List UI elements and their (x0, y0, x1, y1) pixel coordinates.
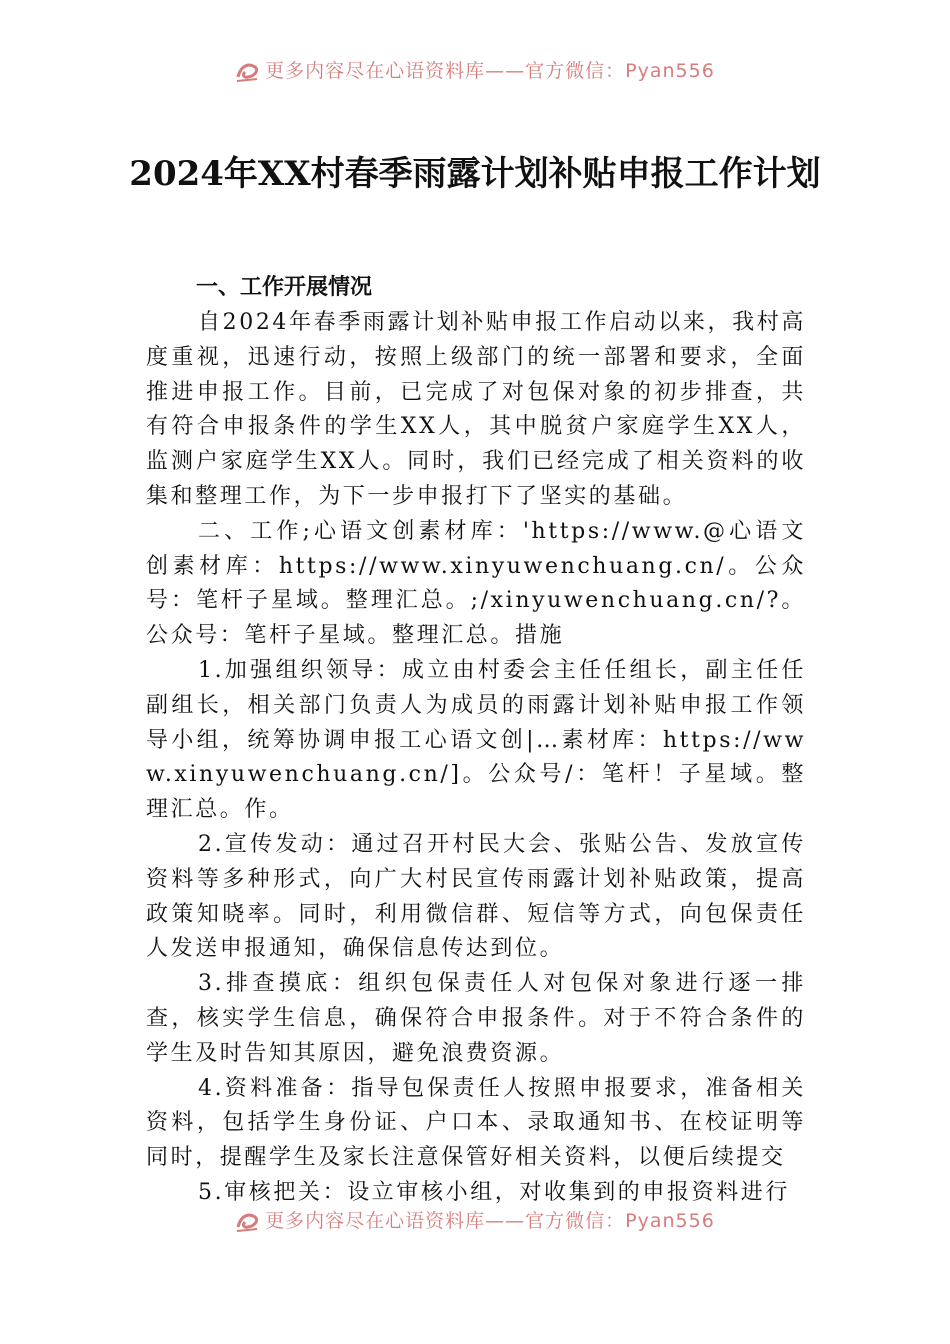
watermark-text: 更多内容尽在心语资料库——官方微信：Pyan556 (265, 1210, 715, 1232)
watermark-text: 更多内容尽在心语资料库——官方微信：Pyan556 (265, 60, 715, 82)
paragraph: 3.排查摸底：组织包保责任人对包保对象进行逐一排查，核实学生信息，确保符合申报条件。对于不符合条件的学生及时告知其原因，避免浪费资源。 (146, 971, 806, 1066)
paragraph: 5.审核把关：设立审核小组，对收集到的申报资料进行 (198, 1179, 790, 1205)
watermark-banner-bottom (0, 1208, 950, 1234)
paragraph: 4.资料准备：指导包保责任人按照申报要求，准备相关资料，包括学生身份证、户口本、录取通知书、在校证明等同时，提醒学生及家长注意保管好相关资料，以便后续提交 (146, 1075, 806, 1171)
paragraph: 1.加强组织领导：成立由村委会主任任组长，副主任任副组长，相关部门负责人为成员的雨露计划补贴申报工作领导小组，统筹协调申报工心语文创|…素材库：https://www.xinyuwenchuang.cn/]。公众号/：笔杆！子星域。整理汇总。作。 (146, 657, 806, 823)
logo-icon (235, 61, 261, 83)
paragraph: 2.宣传发动：通过召开村民大会、张贴公告、发放宣传资料等多种形式，向广大村民宣传雨露计划补贴政策，提高政策知晓率。同时，利用微信群、短信等方式，向包保责任人发送申报通知，确保信息传达到位。 (146, 831, 806, 962)
document-body (146, 270, 806, 1211)
paragraph: 自2024年春季雨露计划补贴申报工作启动以来，我村高度重视，迅速行动，按照上级部门的统一部署和要求，全面推进申报工作。目前，已完成了对包保对象的初步排查，共有符合申报条件的学生XX人，其中脱贫户家庭学生XX人，监测户家庭学生XX人。同时，我们已经完成了相关资料的收集和整理工作，为下一步申报打下了坚实的基础。 (146, 310, 806, 509)
watermark-banner-top (0, 58, 950, 84)
document-title: 2024年XX村春季雨露计划补贴申报工作计划 (129, 154, 821, 194)
section-heading: 一、工作开展情况 (196, 275, 373, 300)
logo-icon (235, 1211, 261, 1233)
paragraph: 二、工作;心语文创素材库：'https://www.@心语文创素材库：https://www.xinyuwenchuang.cn/。公众号：笔杆子星域。整理汇总。;/xinyuwenchuang.cn/?。公众号：笔杆子星域。整理汇总。措施 (146, 518, 806, 649)
